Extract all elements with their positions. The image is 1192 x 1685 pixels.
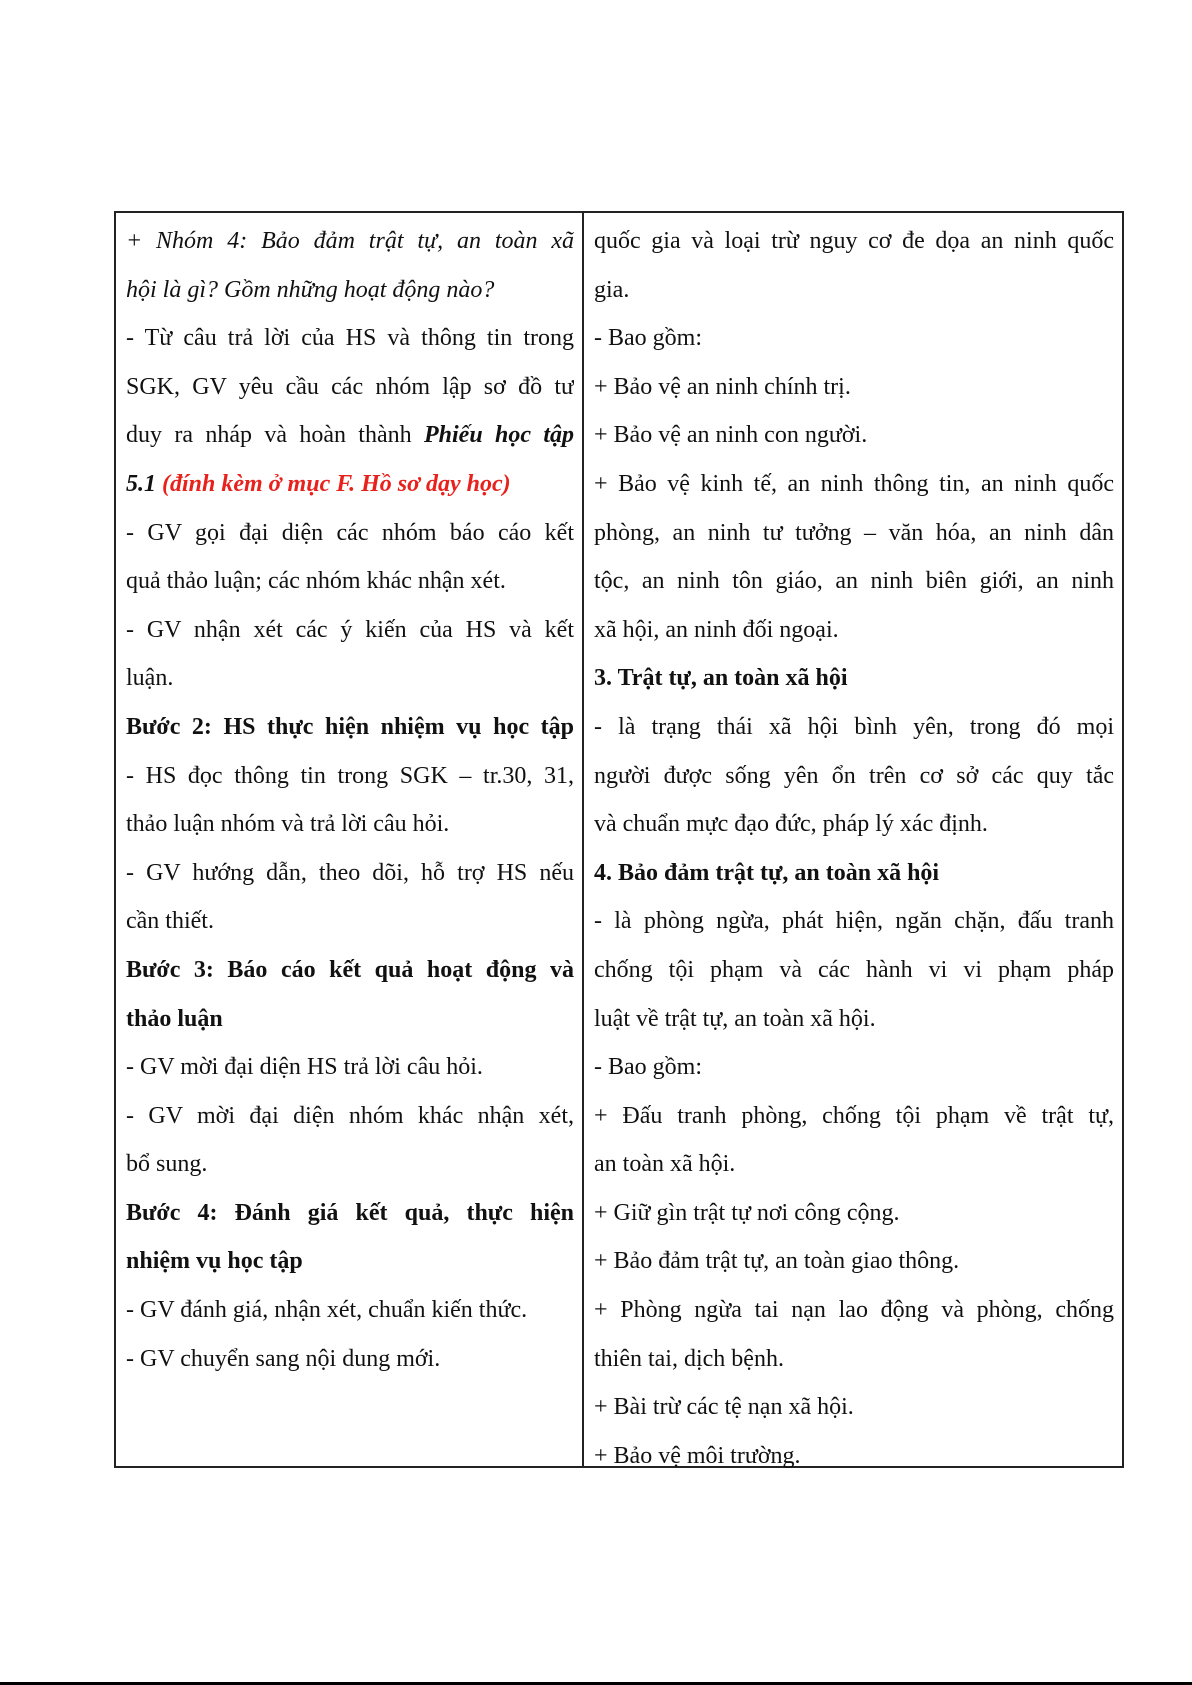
lesson-table xyxy=(114,211,1124,1468)
text-line: + Phòng ngừa tai nạn lao động và phòng, chống xyxy=(594,1297,1114,1324)
worksheet-line xyxy=(126,411,574,460)
step-4-heading: Bước 4: Đánh giá kết quả, thực hiện xyxy=(126,1199,574,1226)
worksheet-number: 5.1 xyxy=(126,470,156,497)
text-line: quốc gia và loại trừ nguy cơ đe dọa an ninh quốc xyxy=(594,228,1114,254)
text-line: luật về trật tự, an toàn xã hội. xyxy=(594,1005,876,1032)
step-3-heading-cont: thảo luận xyxy=(126,1005,223,1032)
text-line: - Bao gồm: xyxy=(594,325,702,352)
worksheet-title: Phiếu học tập xyxy=(423,422,574,449)
text-line: bổ sung. xyxy=(126,1151,208,1178)
section-3-heading: 3. Trật tự, an toàn xã hội xyxy=(594,665,848,692)
text-line: + Bảo vệ kinh tế, an ninh thông tin, an ninh quốc xyxy=(594,470,1114,497)
text-line: chống tội phạm và các hành vi vi phạm pháp xyxy=(594,956,1114,983)
teacher-activities-column xyxy=(116,213,584,1466)
group-4-question: + Nhóm 4: Bảo đảm trật tự, an toàn xã xyxy=(126,228,574,254)
worksheet-attachment-note: (đính kèm ở mục F. Hồ sơ dạy học) xyxy=(162,470,511,497)
text-line: - Bao gồm: xyxy=(594,1054,702,1081)
text-line: - là trạng thái xã hội bình yên, trong đó mọi xyxy=(594,713,1114,740)
text-fragment: duy ra nháp và hoàn thành xyxy=(126,422,412,449)
section-4-heading: 4. Bảo đảm trật tự, an toàn xã hội xyxy=(594,859,940,886)
text-line: - GV chuyển sang nội dung mới. xyxy=(126,1345,441,1372)
text-line: - GV đánh giá, nhận xét, chuẩn kiến thức. xyxy=(126,1297,528,1324)
text-line: - HS đọc thông tin trong SGK – tr.30, 31, xyxy=(126,762,574,789)
text-line: + Giữ gìn trật tự nơi công cộng. xyxy=(594,1199,900,1226)
worksheet-ref-line xyxy=(126,460,574,509)
text-line: phòng, an ninh tư tưởng – văn hóa, an ninh dân xyxy=(594,519,1114,546)
step-4-heading-cont: nhiệm vụ học tập xyxy=(126,1248,303,1275)
text-line: - là phòng ngừa, phát hiện, ngăn chặn, đấu tranh xyxy=(594,908,1114,935)
text-line: + Bài trừ các tệ nạn xã hội. xyxy=(594,1394,854,1421)
text-line: + Bảo vệ an ninh con người. xyxy=(594,422,868,449)
text-line: - GV mời đại diện HS trả lời câu hỏi. xyxy=(126,1054,483,1081)
text-line: - GV hướng dẫn, theo dõi, hỗ trợ HS nếu xyxy=(126,859,574,886)
group-4-question-cont: hội là gì? Gồm những hoạt động nào? xyxy=(126,276,495,303)
text-line: - GV gọi đại diện các nhóm báo cáo kết xyxy=(126,519,574,546)
text-line: SGK, GV yêu cầu các nhóm lập sơ đồ tư xyxy=(126,373,574,400)
text-line: - Từ câu trả lời của HS và thông tin trong xyxy=(126,325,574,352)
text-line: + Bảo đảm trật tự, an toàn giao thông. xyxy=(594,1248,960,1275)
text-line: xã hội, an ninh đối ngoại. xyxy=(594,616,839,643)
text-line: quả thảo luận; các nhóm khác nhận xét. xyxy=(126,568,506,595)
text-line: cần thiết. xyxy=(126,908,214,935)
step-2-heading: Bước 2: HS thực hiện nhiệm vụ học tập xyxy=(126,713,574,740)
text-line: - GV nhận xét các ý kiến của HS và kết xyxy=(126,616,574,643)
text-line: + Đấu tranh phòng, chống tội phạm về trật tự, xyxy=(594,1102,1114,1129)
text-line: luận. xyxy=(126,665,174,692)
text-line: - GV mời đại diện nhóm khác nhận xét, xyxy=(126,1102,574,1129)
text-line: tộc, an ninh tôn giáo, an ninh biên giới, an ninh xyxy=(594,568,1114,595)
text-line: và chuẩn mực đạo đức, pháp lý xác định. xyxy=(594,811,988,838)
text-line: người được sống yên ổn trên cơ sở các quy tắc xyxy=(594,762,1114,789)
text-line: thiên tai, dịch bệnh. xyxy=(594,1345,784,1372)
text-line: an toàn xã hội. xyxy=(594,1151,736,1178)
text-line: + Bảo vệ môi trường. xyxy=(594,1442,801,1469)
text-line: + Bảo vệ an ninh chính trị. xyxy=(594,373,851,400)
step-3-heading: Bước 3: Báo cáo kết quả hoạt động và xyxy=(126,956,574,983)
expected-outcomes-column xyxy=(584,213,1122,1469)
text-line: gia. xyxy=(594,276,630,303)
text-line: thảo luận nhóm và trả lời câu hỏi. xyxy=(126,811,450,838)
